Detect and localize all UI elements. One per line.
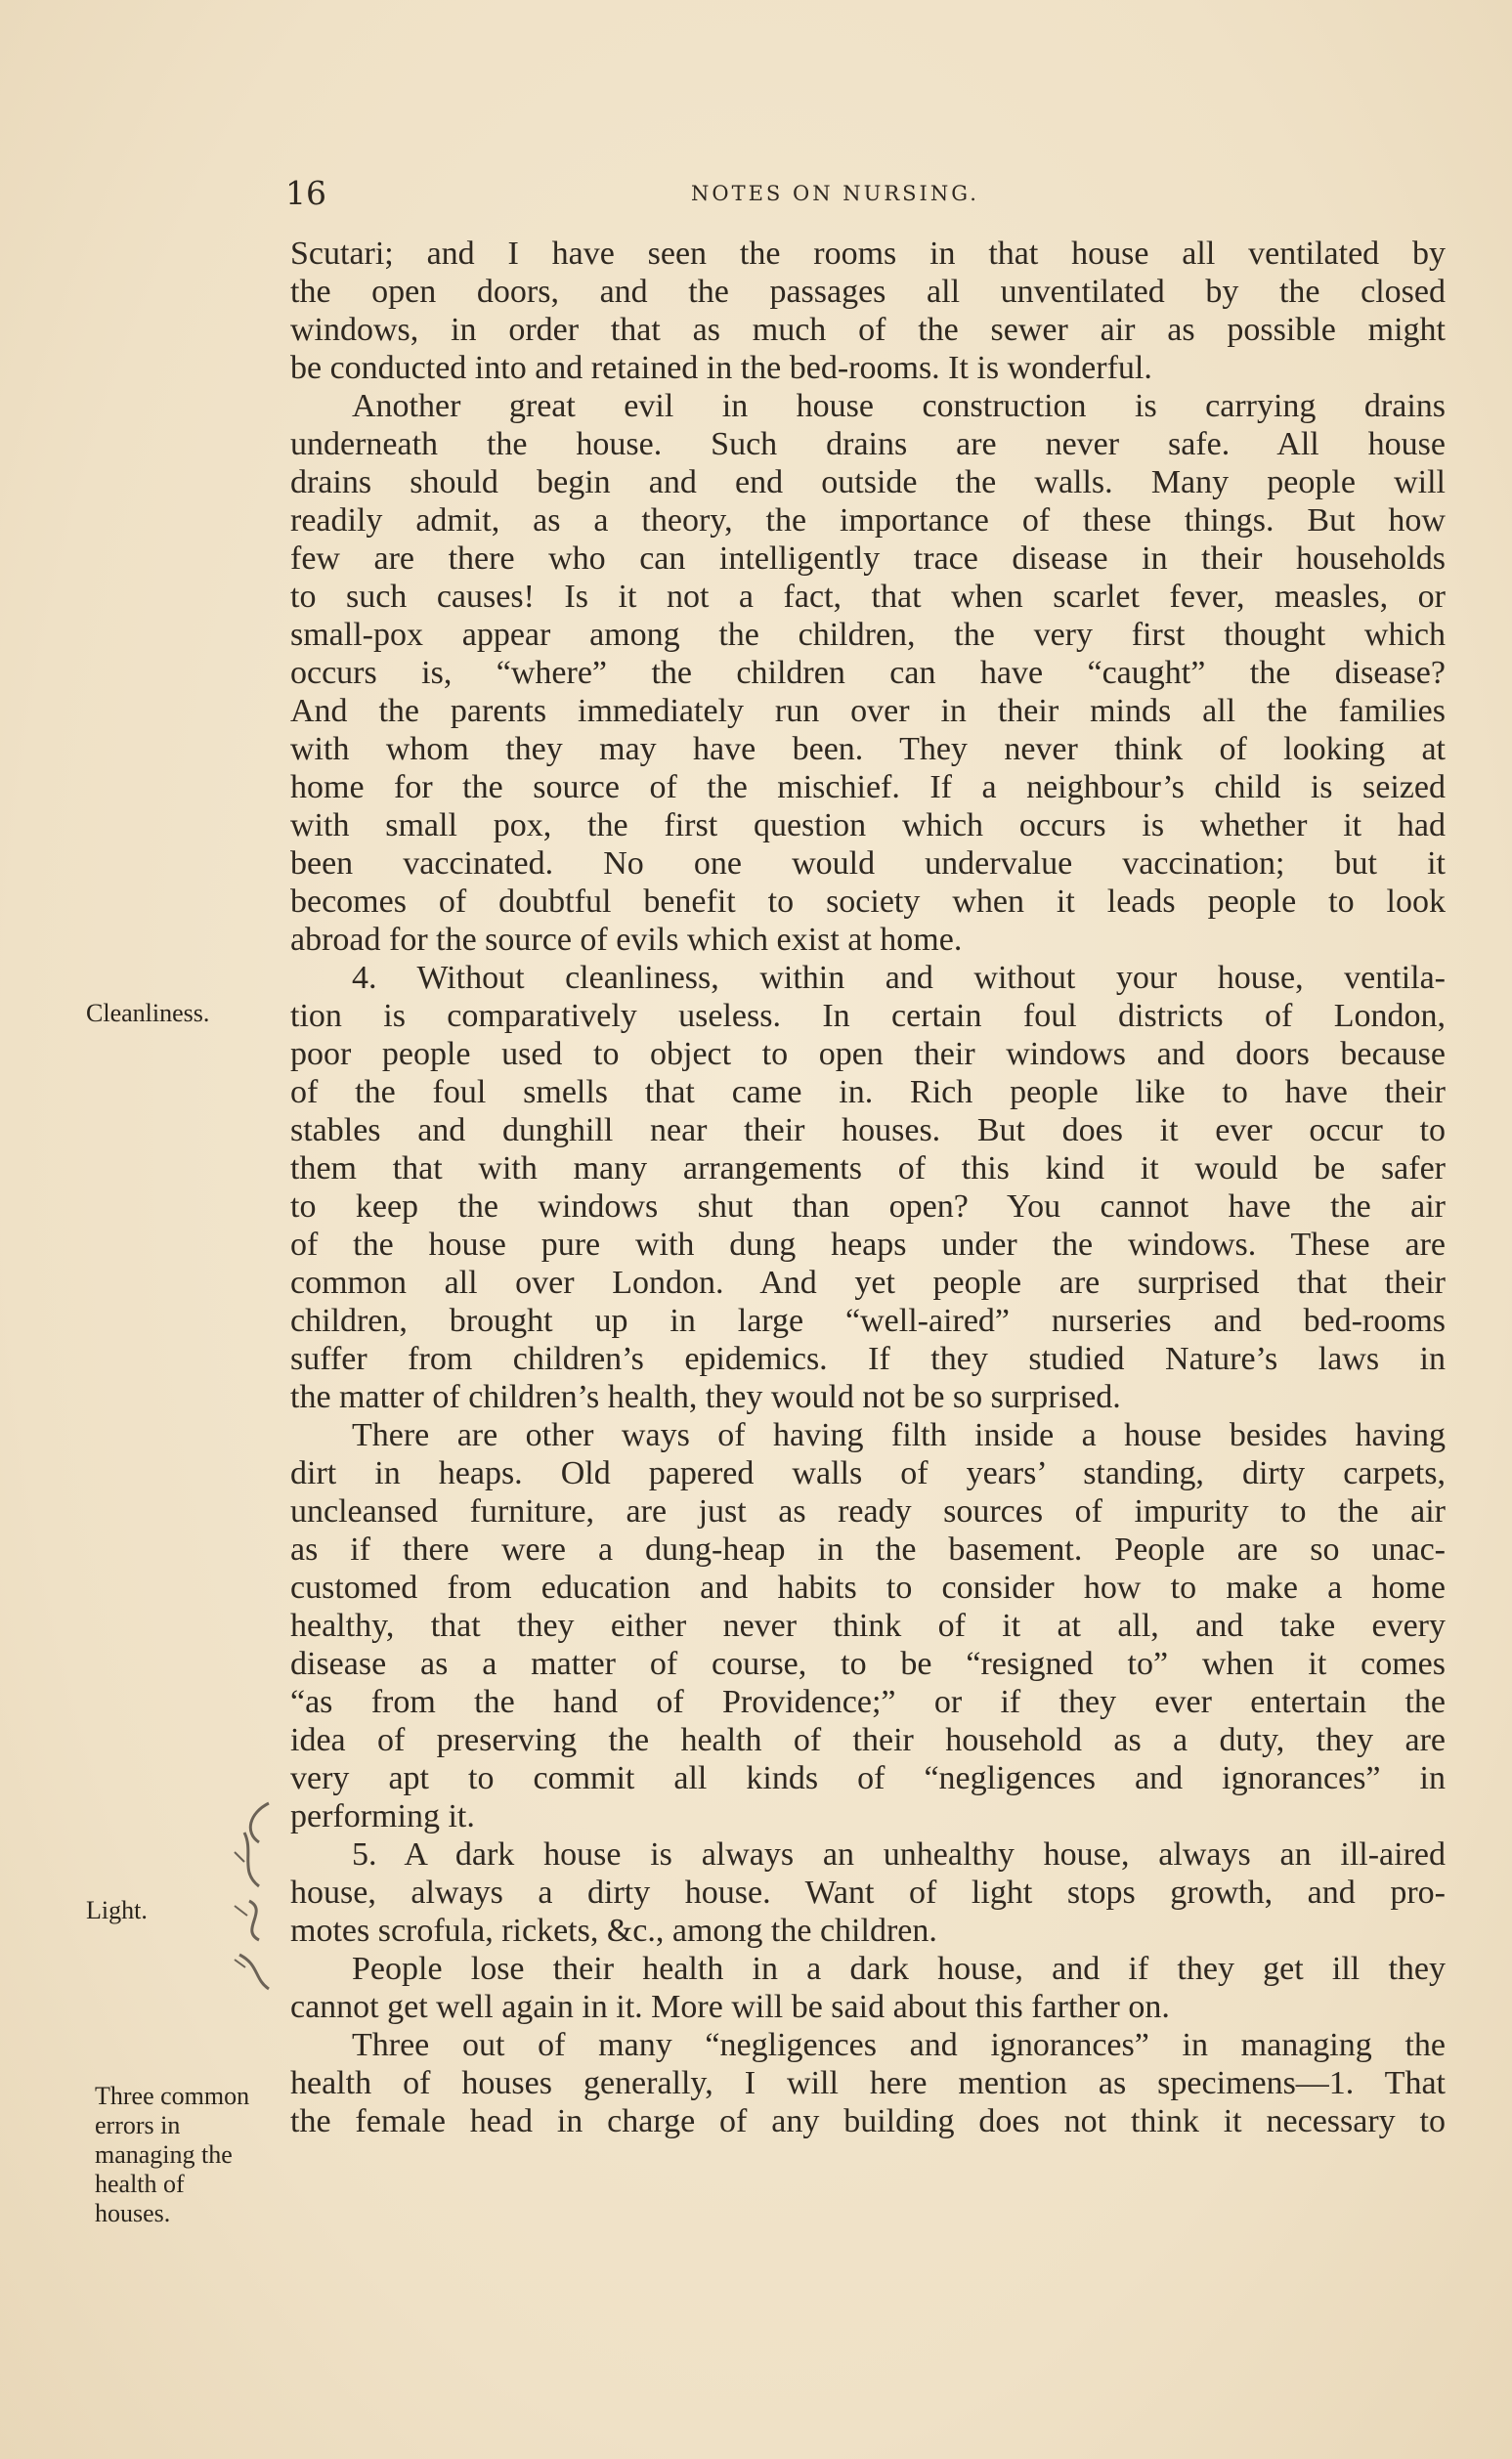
margin-note-line: Three common — [95, 2082, 250, 2110]
margin-note-line: managing the — [95, 2140, 233, 2169]
text-line: idea of preserving the health of their household as a duty, they are — [290, 1722, 1446, 1758]
margin-note-cleanliness: Cleanliness. — [86, 999, 210, 1027]
text-line: them that with many arrangements of this kind it would be safer — [290, 1150, 1446, 1186]
text-line: cannot get well again in it. More will be said about this farther on. — [290, 1989, 1170, 2025]
text-line: readily admit, as a theory, the importance of these things. But how — [290, 502, 1446, 539]
text-line: And the parents immediately run over in their minds all the families — [290, 693, 1446, 729]
text-line: abroad for the source of evils which exist at home. — [290, 922, 963, 958]
text-line: as if there were a dung-heap in the basement. People are so unac- — [290, 1531, 1446, 1568]
text-line: drains should begin and end outside the walls. Many people will — [290, 464, 1446, 500]
text-line: 5. A dark house is always an unhealthy house, always an ill-aired — [352, 1836, 1446, 1873]
text-line: There are other ways of having filth inside a house besides having — [352, 1417, 1446, 1453]
text-line: “as from the hand of Providence;” or if they ever entertain the — [290, 1684, 1446, 1720]
text-line: the female head in charge of any building does not think it necessary to — [290, 2103, 1446, 2139]
text-line: tion is comparatively useless. In certain foul districts of London, — [290, 998, 1446, 1034]
text-line: uncleansed furniture, are just as ready sources of impurity to the air — [290, 1493, 1446, 1530]
text-line: customed from education and habits to consider how to make a home — [290, 1570, 1446, 1606]
running-head: NOTES ON NURSING. — [691, 182, 979, 205]
margin-note-line: errors in — [95, 2111, 181, 2139]
text-line: People lose their health in a dark house, and if they get ill they — [352, 1951, 1446, 1987]
text-line: 4. Without cleanliness, within and without your house, ventila- — [352, 960, 1446, 996]
text-line: children, brought up in large “well-aired” nurseries and bed-rooms — [290, 1303, 1446, 1339]
margin-note-line: health of — [95, 2170, 185, 2198]
text-line: stables and dunghill near their houses. But does it ever occur to — [290, 1112, 1446, 1148]
handwritten-annotation — [230, 1793, 283, 1999]
text-line: home for the source of the mischief. If a neighbour’s child is seized — [290, 769, 1446, 805]
text-line: with whom they may have been. They never think of looking at — [290, 731, 1446, 767]
text-line: performing it. — [290, 1798, 475, 1834]
page-number: 16 — [285, 174, 326, 212]
text-line: common all over London. And yet people are surprised that their — [290, 1265, 1446, 1301]
text-line: Scutari; and I have seen the rooms in that house all ventilated by — [290, 236, 1446, 272]
margin-note-light: Light. — [86, 1896, 148, 1924]
text-line: house, always a dirty house. Want of light stops growth, and pro- — [290, 1875, 1446, 1911]
text-line: disease as a matter of course, to be “resigned to” when it comes — [290, 1646, 1446, 1682]
text-line: been vaccinated. No one would undervalue vaccination; but it — [290, 845, 1446, 882]
text-line: few are there who can intelligently trace disease in their households — [290, 540, 1446, 577]
text-line: the matter of children’s health, they would not be so surprised. — [290, 1379, 1121, 1415]
text-line: windows, in order that as much of the sewer air as possible might — [290, 312, 1446, 348]
text-line: to such causes! Is it not a fact, that when scarlet fever, measles, or — [290, 579, 1446, 615]
text-line: health of houses generally, I will here mention as specimens—1. That — [290, 2065, 1446, 2101]
text-line: of the house pure with dung heaps under the windows. These are — [290, 1227, 1446, 1263]
margin-note-three-common-errors — [95, 2082, 249, 2228]
text-line: healthy, that they either never think of it at all, and take every — [290, 1608, 1446, 1644]
text-line: of the foul smells that came in. Rich people like to have their — [290, 1074, 1446, 1110]
text-line: the open doors, and the passages all unventilated by the closed — [290, 274, 1446, 310]
text-line: be conducted into and retained in the bed-rooms. It is wonderful. — [290, 350, 1152, 386]
text-line: becomes of doubtful benefit to society when it leads people to look — [290, 884, 1446, 920]
text-line: poor people used to object to open their windows and doors because — [290, 1036, 1446, 1072]
margin-note-line: houses. — [95, 2199, 171, 2227]
page-header — [285, 174, 1458, 223]
text-line: to keep the windows shut than open? You cannot have the air — [290, 1188, 1446, 1225]
text-line: Three out of many “negligences and ignorances” in managing the — [352, 2027, 1446, 2063]
text-line: underneath the house. Such drains are never safe. All house — [290, 426, 1446, 462]
text-line: very apt to commit all kinds of “negligences and ignorances” in — [290, 1760, 1446, 1796]
text-line: Another great evil in house construction is carrying drains — [352, 388, 1446, 424]
text-line: motes scrofula, rickets, &c., among the children. — [290, 1913, 937, 1949]
text-line: dirt in heaps. Old papered walls of years’ standing, dirty carpets, — [290, 1455, 1446, 1491]
text-line: occurs is, “where” the children can have “caught” the disease? — [290, 655, 1446, 691]
text-line: with small pox, the first question which occurs is whether it had — [290, 807, 1446, 843]
text-line: small-pox appear among the children, the very first thought which — [290, 617, 1446, 653]
text-line: suffer from children’s epidemics. If they studied Nature’s laws in — [290, 1341, 1446, 1377]
